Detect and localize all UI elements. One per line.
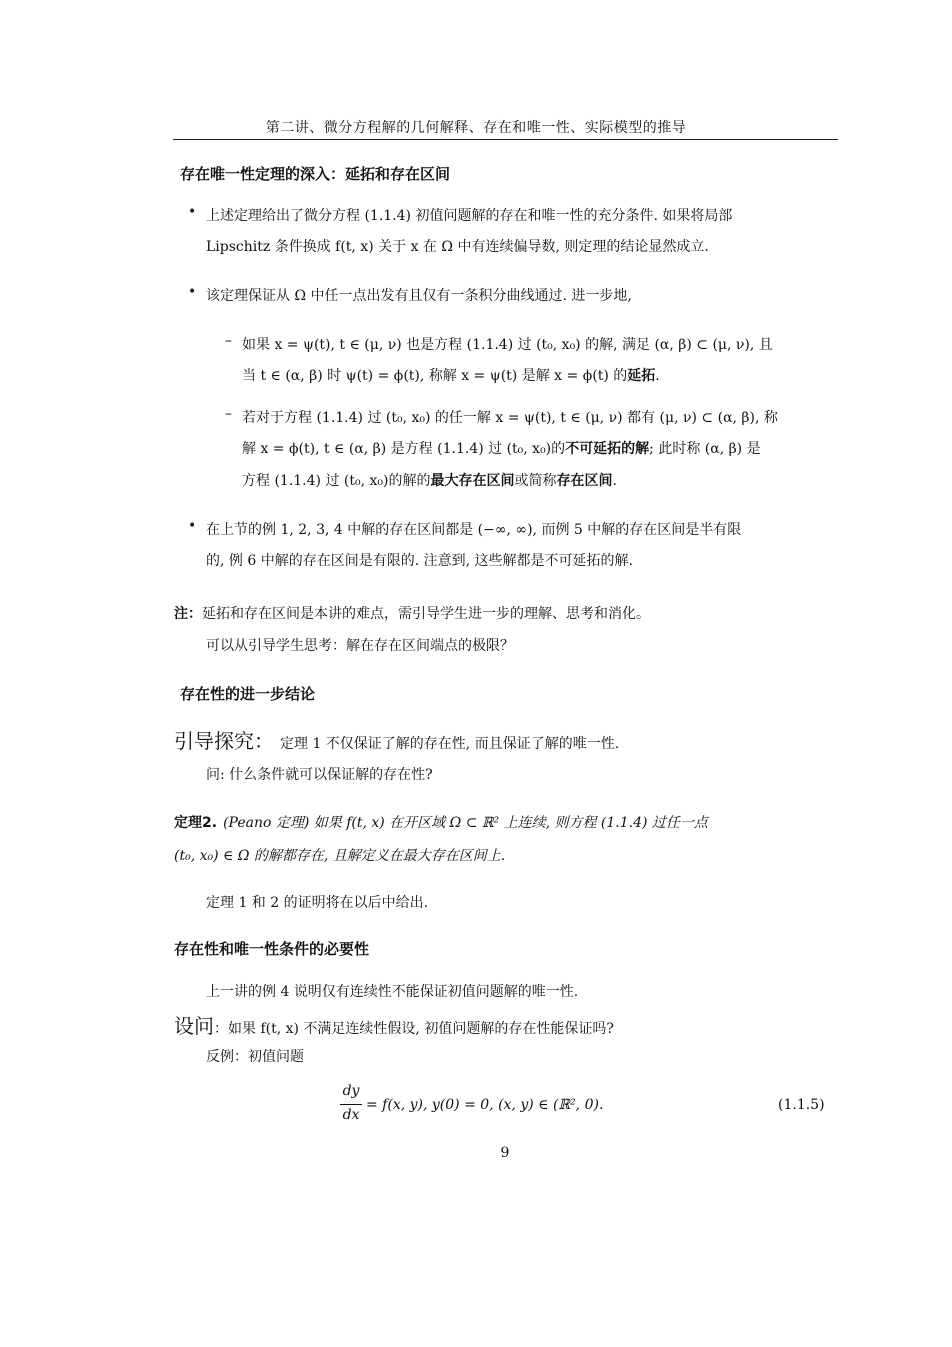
dash1-line2-text: 当 t ∈ (α, β) 时 ψ(t) = ϕ(t), 称解 x = ψ(t) 是解 x = ϕ(t) 的 xyxy=(242,368,628,384)
bullet3-line2: 的, 例 6 中解的存在区间是有限的. 注意到, 这些解都是不可延拓的解. xyxy=(206,553,633,569)
page-number: 9 xyxy=(500,1145,510,1161)
bullet2-line1: 该定理保证从 Ω 中任一点出发有且仅有一条积分曲线通过. 进一步地, xyxy=(206,288,632,304)
ask-text: ：如果 f(t, x) 不满足连续性假设, 初值问题解的存在性能保证吗? xyxy=(214,1021,614,1037)
section-title-extension: 存在唯一性定理的深入：延拓和存在区间 xyxy=(180,165,451,183)
ask-label: 设问 xyxy=(174,1014,214,1038)
term-extension: 延拓 xyxy=(627,368,656,384)
counter-example-label: 反例：初值问题 xyxy=(206,1049,304,1065)
section3-line1: 上一讲的例 4 说明仅有连续性不能保证初值问题解的唯一性. xyxy=(206,984,579,1000)
question-line: 问: 什么条件就可以保证解的存在性? xyxy=(206,767,433,783)
bullet-marker: • xyxy=(188,204,197,220)
dash2-line1: 若对于方程 (1.1.4) 过 (t₀, x₀) 的任一解 x = ψ(t), t ∈ (μ, ν) 都有 (μ, ν) ⊂ (α, β), 称 xyxy=(242,410,778,426)
bullet3-line1: 在上节的例 1, 2, 3, 4 中解的存在区间都是 (−∞, ∞), 而例 5 中解的存在区间是半有限 xyxy=(206,522,742,538)
bullet-marker: • xyxy=(188,518,197,534)
equation-number: (1.1.5) xyxy=(778,1097,825,1113)
note-line1: 延拓和存在区间是本讲的难点，需引导学生进一步的理解、思考和消化。 xyxy=(202,606,650,622)
term-existence-interval: 存在区间 xyxy=(556,473,613,489)
dash1-line2-end: . xyxy=(655,368,660,384)
dash1-line2 xyxy=(242,365,660,385)
note-label: 注： xyxy=(174,606,202,622)
guide-text: 定理 1 不仅保证了解的存在性, 而且保证了解的唯一性. xyxy=(280,736,620,752)
eq-fraction-bar xyxy=(340,1104,362,1105)
section-title-necessity: 存在性和唯一性条件的必要性 xyxy=(174,940,370,958)
dash2-line3-text: 方程 (1.1.4) 过 (t₀, x₀)的解的 xyxy=(242,473,431,489)
dash2-line2 xyxy=(242,438,761,458)
dash-marker: – xyxy=(225,406,232,422)
theorem-line2: (t₀, x₀) ∈ Ω 的解都存在, 且解定义在最大存在区间上. xyxy=(174,848,506,864)
proof-note: 定理 1 和 2 的证明将在以后中给出. xyxy=(206,895,429,911)
dash2-line3-end: . xyxy=(612,473,617,489)
dash2-line3-or: 或简称 xyxy=(514,473,557,489)
ask-line xyxy=(174,1010,614,1039)
note-line2: 可以从引导学生思考：解在存在区间端点的极限？ xyxy=(206,638,514,654)
section-title-existence: 存在性的进一步结论 xyxy=(180,685,316,703)
eq-denominator: dx xyxy=(342,1107,360,1123)
dash1-line1: 如果 x = ψ(t), t ∈ (μ, ν) 也是方程 (1.1.4) 过 (t₀, x₀) 的解, 满足 (α, β) ⊂ (μ, ν), 且 xyxy=(242,337,773,353)
theorem-line1: (Peano 定理) 如果 f(t, x) 在开区域 Ω ⊂ ℝ² 上连续, 则方程 (1.1.4) 过任一点 xyxy=(223,815,708,831)
term-maximal-interval: 最大存在区间 xyxy=(430,473,515,489)
term-non-extendable-solution: 不可延拓的解 xyxy=(565,441,650,457)
running-header: 第二讲、微分方程解的几何解释、存在和唯一性、实际模型的推导 xyxy=(265,120,687,136)
dash2-line2-end: ; 此时称 (α, β) 是 xyxy=(649,441,761,457)
theorem-label: 定理2. xyxy=(174,815,218,831)
bullet1-line2: Lipschitz 条件换成 f(t, x) 关于 x 在 Ω 中有连续偏导数, 则定理的结论显然成立. xyxy=(206,239,709,255)
eq-numerator: dy xyxy=(342,1083,360,1099)
header-rule xyxy=(173,139,838,140)
guide-label: 引导探究： xyxy=(174,729,274,753)
bullet-marker: • xyxy=(188,284,197,300)
eq-rhs: = f(x, y), y(0) = 0, (x, y) ∈ (ℝ², 0). xyxy=(366,1097,604,1113)
note xyxy=(174,603,650,623)
dash-marker: – xyxy=(225,333,232,349)
guide-inquiry xyxy=(174,725,619,754)
theorem2 xyxy=(174,812,708,832)
bullet1-line1: 上述定理给出了微分方程 (1.1.4) 初值问题解的存在和唯一性的充分条件. 如果将局部 xyxy=(206,208,733,224)
dash2-line3 xyxy=(242,470,617,490)
dash2-line2-text: 解 x = ϕ(t), t ∈ (α, β) 是方程 (1.1.4) 过 (t₀, x₀)的 xyxy=(242,441,566,457)
